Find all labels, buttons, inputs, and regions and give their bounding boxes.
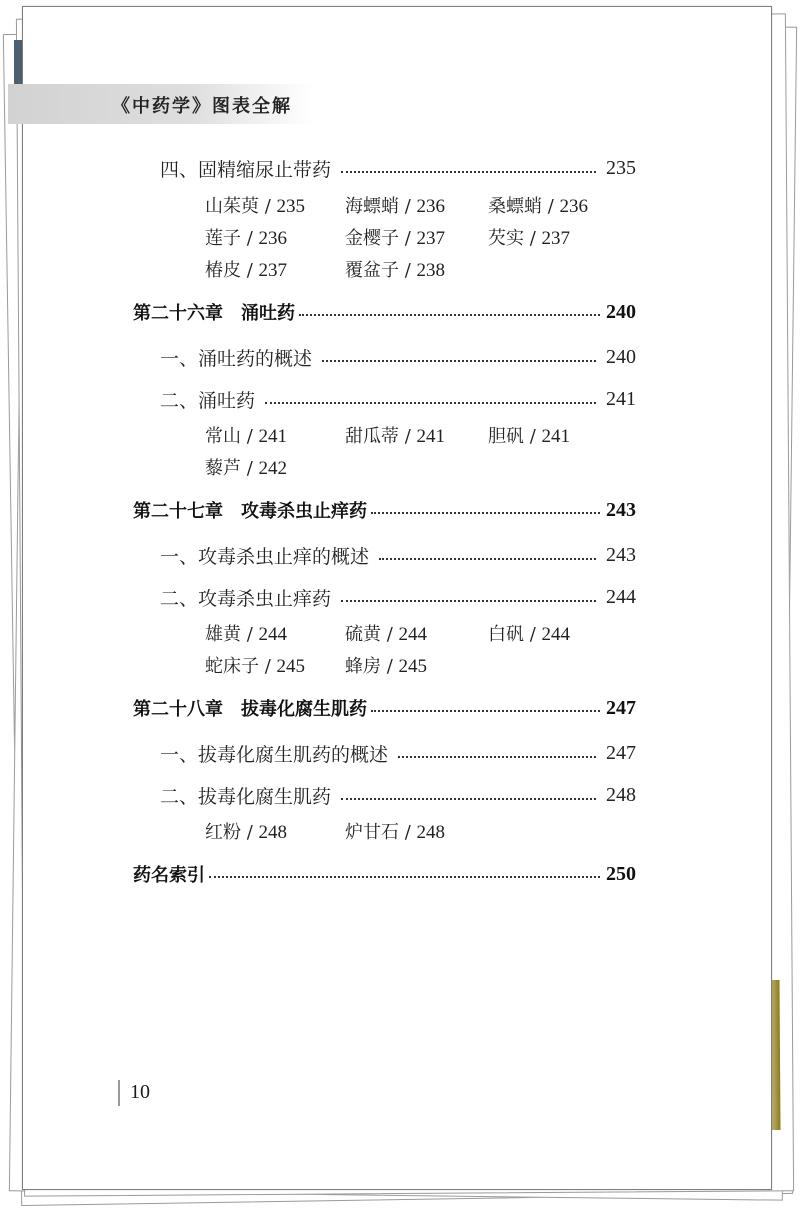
herb-page: 237	[416, 228, 446, 249]
herb-name: 蛇床子	[205, 656, 259, 677]
herb-entry[interactable]: 红粉 / 248	[205, 822, 288, 843]
toc-chapter-number: 第二十八章	[133, 699, 223, 720]
herb-entry[interactable]: 硫黄 / 244	[345, 624, 428, 645]
herb-entry[interactable]: 蛇床子 / 245	[205, 656, 306, 677]
herb-page: 245	[276, 656, 306, 677]
herb-name: 炉甘石	[345, 822, 399, 843]
herb-entry[interactable]: 椿皮 / 237	[205, 260, 288, 281]
toc-chapter[interactable]	[133, 695, 636, 721]
toc-section-label: 四、固精缩尿止带药	[160, 159, 332, 181]
herb-page: 248	[258, 822, 288, 843]
toc-page-number: 240	[606, 346, 636, 368]
herb-name: 雄黄	[205, 624, 241, 645]
herb-entry[interactable]: 桑螵蛸 / 236	[488, 196, 589, 217]
herb-name: 硫黄	[345, 624, 381, 645]
herb-entry[interactable]: 莲子 / 236	[205, 228, 288, 249]
herb-name: 椿皮	[205, 260, 241, 281]
toc-page-number: 244	[606, 586, 636, 608]
running-header-title: 《中药学》图表全解	[112, 96, 292, 117]
toc-index-label: 药名索引	[133, 865, 205, 886]
page-folio: 10	[130, 1081, 150, 1103]
herb-page: 244	[541, 624, 571, 645]
herb-page: 238	[416, 260, 446, 281]
herb-page: 236	[416, 196, 446, 217]
herb-name: 莲子	[205, 228, 241, 249]
toc-section-label: 二、拔毒化腐生肌药	[160, 786, 332, 808]
herb-entry[interactable]: 覆盆子 / 238	[345, 260, 446, 281]
toc-chapter[interactable]	[133, 299, 636, 325]
herb-name: 海螵蛸	[345, 196, 399, 217]
herb-entry[interactable]: 蜂房 / 245	[345, 656, 428, 677]
toc-section-label: 二、攻毒杀虫止痒药	[160, 588, 332, 610]
herb-name: 藜芦	[205, 458, 241, 479]
toc-page-number: 247	[606, 696, 636, 719]
toc-page-number: 247	[606, 742, 636, 764]
toc-section[interactable]	[160, 386, 636, 413]
herb-name: 甜瓜蒂	[345, 426, 399, 447]
herb-page: 235	[276, 196, 306, 217]
toc-section[interactable]	[160, 542, 636, 569]
toc-section[interactable]	[160, 740, 636, 767]
herb-entry[interactable]: 雄黄 / 244	[205, 624, 288, 645]
toc-section[interactable]	[160, 782, 636, 809]
toc-chapter-number: 第二十七章	[133, 501, 223, 522]
herb-page: 242	[258, 458, 288, 479]
toc-page-number: 240	[606, 300, 636, 323]
toc-chapter-title: 涌吐药	[241, 303, 295, 324]
herb-entry[interactable]: 山茱萸 / 235	[205, 196, 306, 217]
toc-leader-dots	[265, 402, 596, 404]
herb-entry[interactable]: 炉甘石 / 248	[345, 822, 446, 843]
herb-entry[interactable]: 常山 / 241	[205, 426, 288, 447]
toc-section[interactable]	[160, 584, 636, 611]
herb-name: 金樱子	[345, 228, 399, 249]
herb-name: 红粉	[205, 822, 241, 843]
toc-chapter-title: 拔毒化腐生肌药	[241, 699, 367, 720]
toc-leader-dots	[322, 360, 596, 362]
toc-section-label: 一、攻毒杀虫止痒的概述	[160, 546, 370, 568]
herb-page: 237	[258, 260, 288, 281]
herb-page: 245	[398, 656, 428, 677]
herb-name: 白矾	[488, 624, 524, 645]
herb-name: 山茱萸	[205, 196, 259, 217]
toc-leader-dots	[371, 512, 600, 514]
toc-section-label: 二、涌吐药	[160, 390, 256, 412]
toc-section[interactable]	[160, 155, 636, 182]
herb-entry[interactable]: 白矾 / 244	[488, 624, 571, 645]
toc-section-label: 一、拔毒化腐生肌药的概述	[160, 744, 389, 766]
herb-page: 244	[398, 624, 428, 645]
toc-leader-dots	[341, 798, 596, 800]
toc-page-number: 250	[606, 862, 636, 885]
herb-page: 236	[258, 228, 288, 249]
herb-entry[interactable]: 芡实 / 237	[488, 228, 571, 249]
toc-leader-dots	[341, 171, 596, 173]
toc-section[interactable]	[160, 344, 636, 371]
herb-entry[interactable]: 金樱子 / 237	[345, 228, 446, 249]
toc-leader-dots	[379, 558, 596, 560]
herb-page: 237	[541, 228, 571, 249]
folio-rule	[118, 1080, 120, 1106]
toc-chapter[interactable]	[133, 497, 636, 523]
herb-name: 常山	[205, 426, 241, 447]
herb-page: 241	[416, 426, 446, 447]
toc-chapter-number: 第二十六章	[133, 303, 223, 324]
herb-page: 248	[416, 822, 446, 843]
herb-name: 蜂房	[345, 656, 381, 677]
herb-page: 236	[559, 196, 589, 217]
toc-page-number: 243	[606, 544, 636, 566]
toc-leader-dots	[398, 756, 596, 758]
toc-leader-dots	[299, 314, 600, 316]
toc-leader-dots	[209, 876, 600, 878]
herb-entry[interactable]: 海螵蛸 / 236	[345, 196, 446, 217]
toc-chapter-title: 攻毒杀虫止痒药	[241, 501, 367, 522]
herb-entry[interactable]: 藜芦 / 242	[205, 458, 288, 479]
toc-page-number: 241	[606, 388, 636, 410]
herb-entry[interactable]: 胆矾 / 241	[488, 426, 571, 447]
toc-page-number: 243	[606, 498, 636, 521]
herb-page: 241	[258, 426, 288, 447]
herb-name: 桑螵蛸	[488, 196, 542, 217]
toc-page-number: 248	[606, 784, 636, 806]
herb-page: 244	[258, 624, 288, 645]
herb-name: 胆矾	[488, 426, 524, 447]
toc-leader-dots	[341, 600, 596, 602]
herb-entry[interactable]: 甜瓜蒂 / 241	[345, 426, 446, 447]
herb-page: 241	[541, 426, 571, 447]
toc-index[interactable]	[133, 861, 636, 887]
toc-page-number: 235	[606, 157, 636, 179]
toc-section-label: 一、涌吐药的概述	[160, 348, 313, 370]
herb-name: 芡实	[488, 228, 524, 249]
herb-name: 覆盆子	[345, 260, 399, 281]
toc-leader-dots	[371, 710, 600, 712]
